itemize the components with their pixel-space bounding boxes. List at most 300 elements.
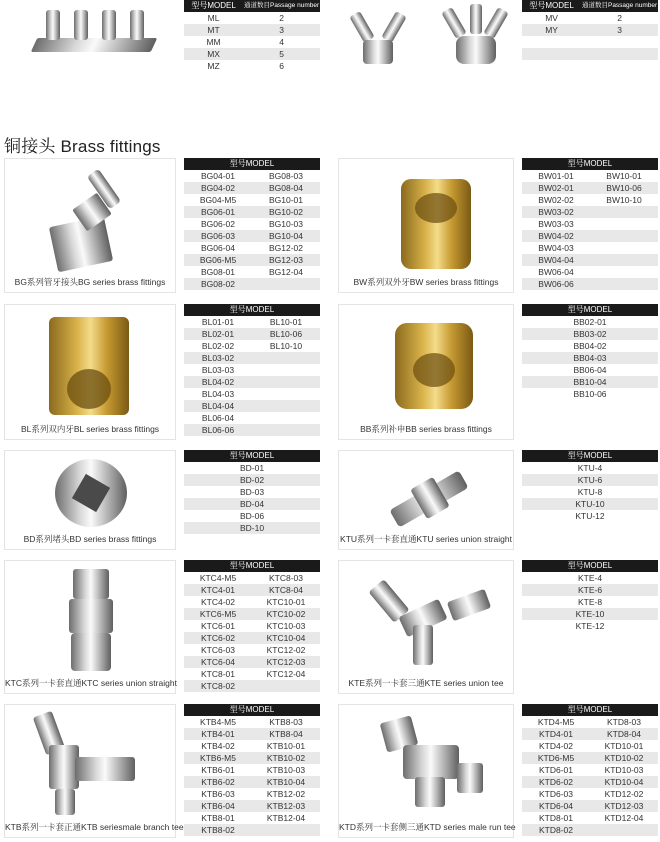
model-cell: BB10-06: [573, 389, 607, 399]
model-cell: KTE-4: [577, 573, 603, 583]
table-row: [522, 498, 658, 510]
model-header: 型号MODEL: [522, 450, 658, 462]
table-row: [522, 728, 658, 740]
table-row: [522, 474, 658, 486]
model-cell: KTB12-02: [266, 789, 306, 799]
model-cell: KTC10-03: [266, 621, 306, 631]
table-row: [184, 194, 320, 206]
model-cell: BD-02: [239, 475, 265, 485]
model-cell: BB06-04: [573, 365, 607, 375]
model-cell: KTC4-M5: [199, 573, 237, 583]
model-cell: KTD12-03: [604, 801, 644, 811]
model-cell: KTC4-02: [200, 597, 235, 607]
model-cell: [252, 824, 320, 836]
model-cell: BW01-01: [538, 171, 574, 181]
model-cell: BG10-02: [268, 207, 304, 217]
model-cell: [590, 230, 658, 242]
model-cell: BD-01: [239, 463, 265, 473]
model-cell: KTB4-02: [201, 741, 235, 751]
fitting-shape: [46, 10, 60, 40]
model-cell: KTD6-01: [538, 765, 573, 775]
model-cell: [590, 254, 658, 266]
table-row: [522, 12, 658, 24]
model-cell: KTU-10: [575, 499, 605, 509]
model-cell: BG08-04: [268, 183, 304, 193]
model-cell: MT: [207, 25, 220, 35]
product-image-ktc: [4, 560, 176, 694]
model-cell: KTC6-M5: [199, 609, 237, 619]
model-cell: [581, 60, 658, 72]
model-cell: 3: [279, 25, 284, 35]
model-cell: KTC6-03: [200, 645, 235, 655]
model-cell: 2: [617, 13, 622, 23]
table-row: [522, 352, 658, 364]
table-row: [184, 680, 320, 692]
fitting-shape: [415, 777, 445, 807]
table-row: [184, 328, 320, 340]
table-row: [184, 656, 320, 668]
model-header: 型号MODEL: [184, 560, 320, 572]
table-row: [522, 776, 658, 788]
model-cell: BL10-01: [269, 317, 303, 327]
model-cell: KTB6-03: [201, 789, 235, 799]
table-row: [184, 388, 320, 400]
model-cell: BL06-04: [201, 413, 235, 423]
passage-header: 通道数目Passage number: [581, 2, 658, 9]
model-header: 型号MODEL: [529, 1, 574, 10]
model-cell: BG12-02: [268, 243, 304, 253]
model-cell: KTC12-03: [266, 657, 306, 667]
model-cell: KTC10-04: [266, 633, 306, 643]
section-title: 铜接头 Brass fittings: [4, 137, 161, 156]
table-row: [184, 776, 320, 788]
model-cell: KTD8-04: [606, 729, 641, 739]
model-cell: BB03-02: [573, 329, 607, 339]
fitting-shape: [447, 589, 491, 621]
table-row: [184, 632, 320, 644]
table-row: [522, 812, 658, 824]
table-row: [522, 218, 658, 230]
model-cell: [252, 400, 320, 412]
model-cell: KTD6-M5: [537, 753, 575, 763]
model-cell: BD-04: [239, 499, 265, 509]
product-image-bb: [338, 304, 514, 440]
model-cell: 4: [279, 37, 284, 47]
model-cell: [581, 48, 658, 60]
caption-bg: BG系列管牙接头BG series brass fittings: [14, 277, 166, 287]
table-row: [184, 572, 320, 584]
table-row: [522, 60, 658, 72]
table-row: [184, 716, 320, 728]
model-cell: [252, 412, 320, 424]
model-cell: KTC6-04: [200, 657, 235, 667]
fitting-shape: [441, 7, 466, 39]
model-cell: KTD10-04: [604, 777, 644, 787]
model-table-ktb: [184, 704, 320, 836]
table-row: [184, 474, 320, 486]
table-row: [184, 740, 320, 752]
model-header: 型号MODEL: [522, 304, 658, 316]
model-cell: KTU-12: [575, 511, 605, 521]
model-table-bg: [184, 158, 320, 290]
table-row: [522, 242, 658, 254]
model-cell: KTD10-02: [604, 753, 644, 763]
model-cell: KTD8-01: [538, 813, 573, 823]
model-header: 型号MODEL: [522, 560, 658, 572]
table-row: [522, 206, 658, 218]
table-row: [522, 376, 658, 388]
table-row: [522, 388, 658, 400]
caption-bw: BW系列双外牙BW series brass fittings: [353, 277, 499, 287]
fitting-shape: [483, 7, 508, 39]
model-cell: [252, 680, 320, 692]
model-cell: KTC6-02: [200, 633, 235, 643]
table-row: [184, 36, 320, 48]
table-row: [522, 254, 658, 266]
table-row: [184, 764, 320, 776]
fitting-shape: [75, 757, 135, 781]
model-cell: BW10-10: [606, 195, 642, 205]
model-cell: BB04-02: [573, 341, 607, 351]
product-image-bg: [4, 158, 176, 293]
model-cell: [590, 218, 658, 230]
table-row: [522, 328, 658, 340]
table-row: [522, 510, 658, 522]
model-cell: KTB8-03: [269, 717, 303, 727]
fitting-shape: [403, 745, 459, 779]
model-cell: BL10-10: [269, 341, 303, 351]
model-cell: KTD8-03: [606, 717, 641, 727]
model-cell: [522, 60, 581, 72]
table-row: [184, 254, 320, 266]
table-row: [184, 800, 320, 812]
model-cell: KTD10-03: [604, 765, 644, 775]
model-cell: BB02-01: [573, 317, 607, 327]
model-cell: MX: [207, 49, 220, 59]
model-header: 型号MODEL: [184, 704, 320, 716]
model-header: 型号MODEL: [522, 158, 658, 170]
table-row: [184, 266, 320, 278]
fitting-shape: [71, 633, 111, 671]
table-row: [522, 230, 658, 242]
model-cell: KTD6-03: [538, 789, 573, 799]
table-row: [522, 764, 658, 776]
model-cell: BG06-03: [200, 231, 236, 241]
model-cell: MY: [545, 25, 558, 35]
model-table-bl: [184, 304, 320, 436]
table-row: [184, 812, 320, 824]
table-row: [184, 352, 320, 364]
table-row: [184, 788, 320, 800]
table-row: [184, 608, 320, 620]
passage-header: 通道数目Passage number: [243, 2, 320, 9]
product-image-ktb: [4, 704, 184, 838]
fitting-shape: [413, 625, 433, 665]
fitting-shape: [67, 369, 111, 409]
model-cell: BG10-01: [268, 195, 304, 205]
fitting-shape: [363, 40, 393, 64]
table-row: [184, 644, 320, 656]
table-row: [522, 278, 658, 290]
model-cell: KTC10-01: [266, 597, 306, 607]
table-row: [184, 340, 320, 352]
model-cell: BW04-03: [538, 243, 574, 253]
model-cell: [522, 48, 581, 60]
passage-table-left: [184, 0, 320, 72]
model-cell: KTU-4: [577, 463, 603, 473]
model-cell: KTC6-01: [200, 621, 235, 631]
fitting-shape: [457, 763, 483, 793]
table-row: [522, 24, 658, 36]
model-cell: [590, 278, 658, 290]
model-cell: KTB12-04: [266, 813, 306, 823]
table-row: [522, 716, 658, 728]
model-cell: BW04-04: [538, 255, 574, 265]
model-cell: BG12-04: [268, 267, 304, 277]
model-cell: KTD4-01: [538, 729, 573, 739]
caption-ktb: KTB系列一卡套正通KTB seriesmale branch tee: [5, 822, 184, 832]
table-row: [184, 48, 320, 60]
table-row: [522, 596, 658, 608]
model-cell: ML: [207, 13, 220, 23]
model-cell: [252, 278, 320, 290]
model-cell: BD-10: [239, 523, 265, 533]
table-row: [522, 266, 658, 278]
model-cell: KTB4-M5: [200, 717, 236, 727]
model-table-bd: [184, 450, 320, 534]
fitting-shape: [102, 10, 116, 40]
manifold-image-ml: [4, 0, 174, 72]
model-cell: 2: [279, 13, 284, 23]
model-cell: KTC8-03: [268, 573, 303, 583]
model-cell: [252, 376, 320, 388]
model-cell: BL06-06: [201, 425, 235, 435]
product-image-bw: [338, 158, 514, 293]
model-table-bb: [522, 304, 658, 400]
model-cell: KTC12-02: [266, 645, 306, 655]
model-cell: [252, 364, 320, 376]
fitting-shape: [470, 4, 482, 34]
fitting-shape: [413, 353, 455, 387]
model-table-ktc: [184, 560, 320, 692]
model-cell: [252, 424, 320, 436]
table-row: [184, 170, 320, 182]
table-row: [184, 596, 320, 608]
model-cell: KTD12-04: [604, 813, 644, 823]
model-cell: BG10-04: [268, 231, 304, 241]
model-cell: BG08-03: [268, 171, 304, 181]
caption-ktd: KTD系列一卡套侧三通KTD series male run tee: [339, 822, 516, 832]
table-row: [184, 728, 320, 740]
fitting-shape: [55, 789, 75, 815]
table-row: [184, 278, 320, 290]
table-row: [184, 462, 320, 474]
table-row: [522, 740, 658, 752]
table-row: [184, 486, 320, 498]
model-cell: BW04-02: [538, 231, 574, 241]
model-cell: [522, 36, 581, 48]
model-cell: BW02-01: [538, 183, 574, 193]
model-cell: [590, 242, 658, 254]
model-cell: BB10-04: [573, 377, 607, 387]
model-cell: MV: [545, 13, 558, 23]
caption-bb: BB系列补申BB series brass fittings: [360, 424, 492, 434]
model-cell: KTE-12: [575, 621, 605, 631]
caption-ktc: KTC系列一卡套直通KTC series union straight: [5, 678, 177, 688]
model-cell: KTU-6: [577, 475, 603, 485]
model-cell: KTB6-02: [201, 777, 235, 787]
table-row: [184, 24, 320, 36]
table-row: [184, 364, 320, 376]
table-row: [522, 752, 658, 764]
table-row: [184, 60, 320, 72]
table-row: [522, 584, 658, 596]
model-cell: BW06-04: [538, 267, 574, 277]
model-table-ktu: [522, 450, 658, 522]
model-cell: BG06-M5: [199, 255, 237, 265]
table-row: [522, 824, 658, 836]
table-row: [522, 462, 658, 474]
table-row: [184, 424, 320, 436]
fitting-shape: [31, 38, 158, 52]
fitting-shape: [73, 569, 109, 599]
table-row: [184, 376, 320, 388]
table-row: [184, 412, 320, 424]
table-row: [184, 510, 320, 522]
model-cell: BD-06: [239, 511, 265, 521]
model-header: 型号MODEL: [191, 1, 236, 10]
model-cell: BW02-02: [538, 195, 574, 205]
table-row: [184, 400, 320, 412]
model-cell: BG08-01: [200, 267, 236, 277]
model-cell: KTB6-01: [201, 765, 235, 775]
table-row: [522, 194, 658, 206]
fitting-shape: [69, 599, 113, 633]
model-cell: KTC8-02: [200, 681, 235, 691]
model-cell: BW10-06: [606, 183, 642, 193]
model-cell: [590, 824, 658, 836]
model-cell: KTD8-02: [538, 825, 573, 835]
table-row: [184, 316, 320, 328]
model-cell: BL04-04: [201, 401, 235, 411]
product-image-kte: [338, 560, 514, 694]
table-row: [184, 668, 320, 680]
product-image-bd: [4, 450, 176, 550]
fitting-shape: [456, 36, 496, 64]
model-cell: BG06-02: [200, 219, 236, 229]
table-row: [184, 752, 320, 764]
model-table-ktd: [522, 704, 658, 836]
model-cell: BW06-06: [538, 279, 574, 289]
model-cell: BL02-02: [201, 341, 235, 351]
product-image-ktd: [338, 704, 514, 838]
table-row: [522, 800, 658, 812]
model-cell: BG12-03: [268, 255, 304, 265]
caption-kte: KTE系列一卡套三通KTE series union tee: [348, 678, 504, 688]
table-row: [184, 12, 320, 24]
model-cell: KTB6-04: [201, 801, 235, 811]
model-cell: [590, 206, 658, 218]
model-cell: MZ: [207, 61, 220, 71]
model-cell: BG06-01: [200, 207, 236, 217]
model-cell: MM: [206, 37, 221, 47]
model-cell: KTD4-02: [538, 741, 573, 751]
table-row: [522, 572, 658, 584]
table-row: [184, 498, 320, 510]
model-cell: KTB8-01: [201, 813, 235, 823]
model-cell: KTD4-M5: [537, 717, 575, 727]
model-cell: KTB8-04: [269, 729, 303, 739]
table-row: [184, 242, 320, 254]
model-table-kte: [522, 560, 658, 632]
model-cell: KTD6-02: [538, 777, 573, 787]
model-cell: KTD12-02: [604, 789, 644, 799]
model-cell: KTC8-04: [268, 585, 303, 595]
table-row: [184, 206, 320, 218]
model-cell: BD-03: [239, 487, 265, 497]
model-cell: BG04-01: [200, 171, 236, 181]
passage-table-right: [522, 0, 658, 72]
model-cell: KTE-6: [577, 585, 603, 595]
model-cell: 5: [279, 49, 284, 59]
model-cell: BG10-03: [268, 219, 304, 229]
table-row: [184, 824, 320, 836]
model-table-bw: [522, 158, 658, 290]
model-cell: [252, 352, 320, 364]
fitting-shape: [381, 11, 406, 43]
table-row: [522, 620, 658, 632]
table-row: [522, 364, 658, 376]
model-header: 型号MODEL: [184, 304, 320, 316]
model-cell: KTD6-04: [538, 801, 573, 811]
model-header: 型号MODEL: [522, 704, 658, 716]
model-cell: [590, 266, 658, 278]
caption-bl: BL系列双内牙BL series brass fittings: [20, 424, 160, 434]
model-cell: KTB6-M5: [200, 753, 236, 763]
model-cell: BL03-02: [201, 353, 235, 363]
model-cell: KTB12-03: [266, 801, 306, 811]
fitting-shape: [74, 10, 88, 40]
table-row: [522, 182, 658, 194]
model-cell: KTC12-04: [266, 669, 306, 679]
model-cell: KTB10-04: [266, 777, 306, 787]
model-cell: BL02-01: [201, 329, 235, 339]
model-cell: BL03-03: [201, 365, 235, 375]
product-image-ktu: [338, 450, 514, 550]
model-cell: 6: [279, 61, 284, 71]
model-cell: KTU-8: [577, 487, 603, 497]
model-cell: KTB10-03: [266, 765, 306, 775]
table-row: [184, 620, 320, 632]
manifold-image-mv: [338, 0, 513, 72]
table-row: [522, 170, 658, 182]
model-header: 型号MODEL: [184, 158, 320, 170]
table-row: [522, 788, 658, 800]
model-cell: BL04-02: [201, 377, 235, 387]
model-cell: [252, 388, 320, 400]
caption-ktu: KTU系列一卡套直通KTU series union straight: [340, 534, 512, 544]
table-row: [184, 182, 320, 194]
model-cell: KTD10-01: [604, 741, 644, 751]
table-row: [522, 316, 658, 328]
fitting-shape: [130, 10, 144, 40]
table-row: [184, 584, 320, 596]
model-cell: KTC8-01: [200, 669, 235, 679]
table-row: [184, 230, 320, 242]
model-cell: KTE-10: [575, 609, 605, 619]
model-cell: BG04-02: [200, 183, 236, 193]
table-row: [522, 36, 658, 48]
